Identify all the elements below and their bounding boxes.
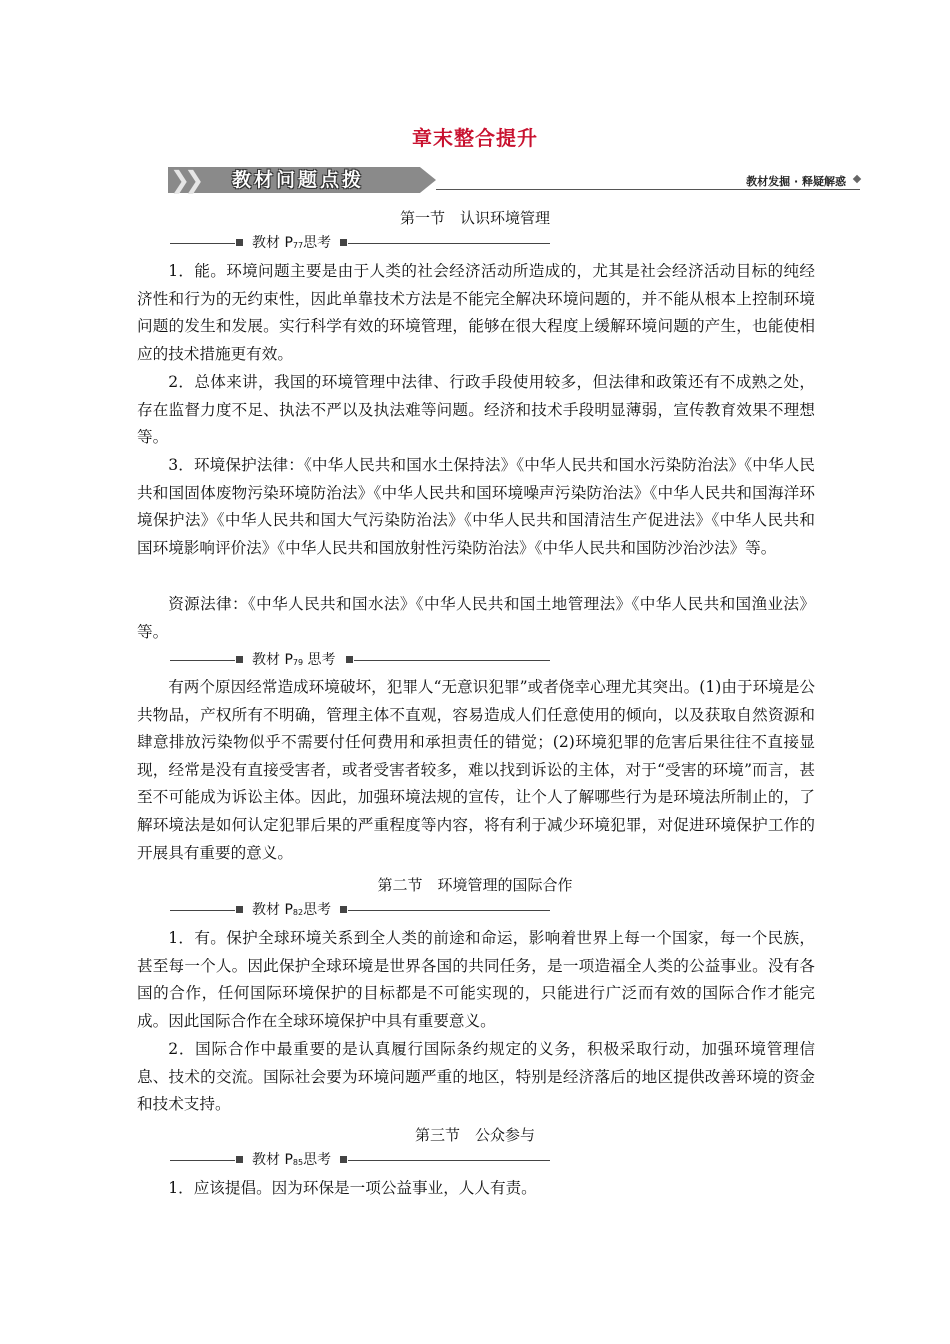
paragraph: 2．国际合作中最重要的是认真履行国际条约规定的义务，积极采取行动，加强环境管理信息、技术的交流。国际社会要为环境问题严重的地区，特别是经济落后的地区提供改善环境的资金和技术支持。	[137, 1040, 815, 1114]
section-heading-1: 第一节 认识环境管理	[399, 209, 550, 227]
paragraph: 3．环境保护法律：《中华人民共和国水土保持法》《中华人民共和国水污染防治法》《中华人民共和国固体废物污染环境防治法》《中华人民共和国环境噪声污染防治法》《中华人民共和国海洋环境保护法》《中华人民共和国大气污染防治法》《中华人民共和国清洁生产促进法》《中华人民共和国环境影响评价法》《中华人民共和国放射性污染防治法》《中华人民共和国防沙治沙法》等。	[137, 456, 815, 557]
square-icon	[236, 906, 243, 913]
think-label: 教材 $P_{77}$思考	[252, 235, 332, 251]
chevron-right-icon: ❯❯	[170, 166, 199, 194]
paragraph: 1．应该提倡。因为环保是一项公益事业，人人有责。	[168, 1179, 537, 1197]
banner-subtitle: 教材发掘 · 释疑解惑	[746, 175, 846, 188]
think-label: 教材 $P_{79}$ 思考	[252, 652, 336, 668]
banner-divider	[436, 189, 860, 190]
think-header-p79	[170, 651, 550, 669]
paragraph: 资源法律：《中华人民共和国水法》《中华人民共和国土地管理法》《中华人民共和国渔业法》等。	[137, 595, 815, 641]
paragraph: 2．总体来讲，我国的环境管理中法律、行政手段使用较多，但法律和政策还有不成熟之处，存在监督力度不足、执法不严以及执法难等问题。经济和技术手段明显薄弱，宣传教育效果不理想等。	[137, 373, 815, 447]
section-heading-3: 第三节 公众参与	[414, 1126, 535, 1144]
diamond-icon	[853, 175, 861, 183]
square-icon	[340, 239, 347, 246]
section-banner	[168, 163, 860, 197]
page-title: 章末整合提升	[412, 126, 538, 150]
think-label: 教材 $P_{85}$思考	[252, 1152, 332, 1168]
square-icon	[236, 1156, 243, 1163]
paragraph: 1．能。环境问题主要是由于人类的社会经济活动所造成的，尤其是社会经济活动目标的纯经济性和行为的无约束性，因此单靠技术方法是不能完全解决环境问题的，并不能从根本上控制环境问题的发生和发展。实行科学有效的环境管理，能够在很大程度上缓解环境问题的产生，也能使相应的技术措施更有效。	[137, 262, 815, 363]
paragraph: 有两个原因经常造成环境破坏，犯罪人“无意识犯罪”或者侥幸心理尤其突出。(1)由于环境是公共物品，产权所有不明确，管理主体不直观，容易造成人们任意使用的倾向，以及获取自然资源和肆意排放污染物似乎不需要付任何费用和承担责任的错觉；(2)环境犯罪的危害后果往往不直接显现，经常是没有直接受害者，或者受害者较多，难以找到诉讼的主体，对于“受害的环境”而言，甚至不可能成为诉讼主体。因此，加强环境法规的宣传，让个人了解哪些行为是环境法所制止的，了解环境法是如何认定犯罪后果的严重程度等内容，将有利于减少环境犯罪，对促进环境保护工作的开展具有重要的意义。	[137, 678, 815, 862]
think-label: 教材 $P_{82}$思考	[252, 902, 332, 918]
paragraph: 1．有。保护全球环境关系到全人类的前途和命运，影响着世界上每一个国家，每一个民族，甚至每一个人。因此保护全球环境是世界各国的共同任务，是一项造福全人类的公益事业。没有各国的合作，任何国际环境保护的目标都是不可能实现的，只能进行广泛而有效的国际合作才能完成。因此国际合作在全球环境保护中具有重要意义。	[137, 929, 815, 1030]
think-header-p82	[170, 901, 550, 919]
banner-label: 教材问题点拨	[232, 169, 365, 191]
square-icon	[340, 906, 347, 913]
square-icon	[346, 656, 353, 663]
think-header-p77	[170, 234, 550, 252]
square-icon	[340, 1156, 347, 1163]
think-header-p85	[170, 1151, 550, 1169]
square-icon	[236, 239, 243, 246]
section-heading-2: 第二节 环境管理的国际合作	[377, 876, 573, 894]
square-icon	[236, 656, 243, 663]
